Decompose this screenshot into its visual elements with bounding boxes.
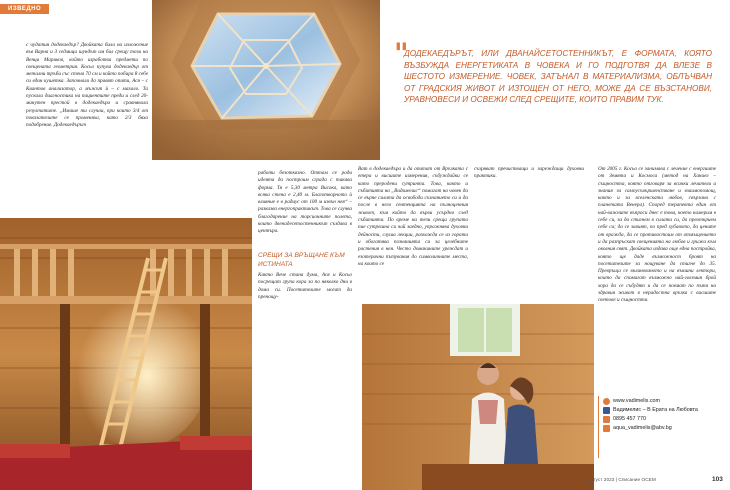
contact-email: [603, 425, 723, 432]
website-link[interactable]: www.vadimelis.com: [613, 398, 661, 404]
phone-icon: [603, 416, 610, 423]
phone-number[interactable]: 0895 457 770: [613, 416, 646, 422]
section-tag: ИЗВЕДНО: [0, 4, 49, 14]
skylight-photo: [152, 0, 380, 160]
couple-photo: [362, 304, 594, 490]
article-column-5: [598, 166, 716, 305]
contact-divider: [598, 396, 599, 458]
contact-facebook: [603, 407, 723, 414]
article-column-1: [26, 42, 148, 130]
column-2-text: работи безотказно. Оттам се роди идеята да построим сграда с такава форма. Тя е 5,30 метра Висока, като всяка стена е 2,40 м. Благотворното ѝ влияние е в радиус от 100 м извън нея“ – разказва енергопрактикът. Това се случва благодарение на торсионните полета, които двенадесетостенникът създава в центъра.: [258, 170, 352, 235]
column-1-text: с чудатия додекаедър? Двойката била на изложение във Варна и 3 седмици шундът им бил срещу този на Венци Мариков, който изработва предмети по свещената геометрия. Косьо купува додекаедър от метални тръби със стена 70 см и който побира 8 себе си един кушетка. Започнали да правят опити, Ася – с Квантов анализатор, а мъжът ѝ – с махало. Та пускала диагностика на пациентите преди и след 20-минутен престой в додекаедъра и сравнявала резултатите. „Имаше ти случаи, при които 3/4 от показателите се променяха, като 2/3 бяха подобрение. Додекаедърът: [26, 42, 148, 129]
column-5-text: От 2005 г. Косьо се занимава с лечение с енергиите от Земята и Космоса (метод на Ханиел – същността, която отговаря за всички лечители и знания за самоусъвършенстване и взаимопомощ, както и за вселенската любов, свързана с планетата Венера). Според терапевта един от най-важните въпроси днес е това, което намерим в себе си, за да стигнем в силата си, да преоткрием себе си; да се завият, по пред хубавото, да цените от вражда, да се противостоим от отмъщението и да разпръскат свещенията на любов и грижа към околния свят. Двойката издава още една постройка, която ще даде възможност броят на посетителите за нощуване да стигне до 35. Превръща се вклинованото и на външни лектори, които да спомагат възможно най-големия брой хора да се събудят и да се поемат по пътя на здравия живот в нерадостна връзка с висшите светове и същността.: [598, 166, 716, 304]
article-column-2: [258, 170, 352, 236]
contact-block: [603, 398, 723, 434]
pull-quote: ДОДЕКАЕДЪРЪТ, ИЛИ ДВАНАЙСЕТОСТЕННИКЪТ, Е ФОРМАТА, КОЯТО ВЪЗБУЖДА ЕНЕРГЕТИКАТА В ЧОВЕКА И ГО ПОДГОТВЯ ДА ВЛЕЗЕ В ШЕСТОТО ИЗМЕРЕНИЕ. ЧОВЕК, ЗАТЪНАЛ В МАТЕРИАЛИЗМА, ОБЛЪЧВАН ОТ ГРАДСКИЯ ЖИВОТ И ИЗТОЩЕН ОТ НЕГО, МОЖЕ ДА СЕ ВЪЗСТАНОВИ, УРАВНОВЕСИ И ОСВЕЖИ СЛЕД СРЕЩИТЕ, КОИТО ПРАВИМ ТУК.: [404, 49, 712, 105]
email-icon: [603, 425, 610, 432]
contact-website: [603, 398, 723, 405]
page-number: 103: [712, 476, 723, 483]
facebook-link[interactable]: Вадимелис – В Ерата на Любовта: [613, 407, 698, 413]
column-2b-text: Както Вече стана дума, Ася и Косьо посрещат група кора за по няколко дни в дома си. Посетителите могат да пренощу-: [258, 272, 352, 300]
interior-stairs-photo: [0, 218, 252, 490]
section-subheading: СРЕЩИ ЗА ВРЪЩАНЕ КЪМ ИСТИНАТА: [258, 252, 345, 268]
email-address[interactable]: aqua_vadimelis@abv.bg: [613, 425, 672, 431]
facebook-icon: [603, 407, 610, 414]
article-column-4: [474, 166, 584, 181]
article-column-3: [358, 166, 468, 268]
contact-phone: [603, 416, 723, 423]
column-4-text: съзряват пречистващи и зареждащи духовни практики.: [474, 166, 584, 180]
article-column-2b: [258, 272, 352, 301]
column-3-text: Ват в додекаедъра и да опитат от Връзката с етера и висшите измерения, събуждайки се като преродени сутринта. Това, както и събитията на „Вадимелис“ помагат на човек да се върне силата да освободи съзнанието си и да после в него сентенцията на пълноценния живот, към който да върви усърдно след събитията. По време на тези срещи групата пие сутрешна си чай заедно, упражнява духовни дейности, слуша лекции, разхожда се из гората и обогатява познанията си за целебните растения в нея. Често домакините уреждат и езотерични пътувания до символичните места, на които се: [358, 166, 468, 267]
page-footer: Август 2023 | Списание ОСЕМ: [588, 478, 656, 483]
quote-mark-icon: ": [394, 37, 409, 70]
globe-icon: [603, 398, 610, 405]
